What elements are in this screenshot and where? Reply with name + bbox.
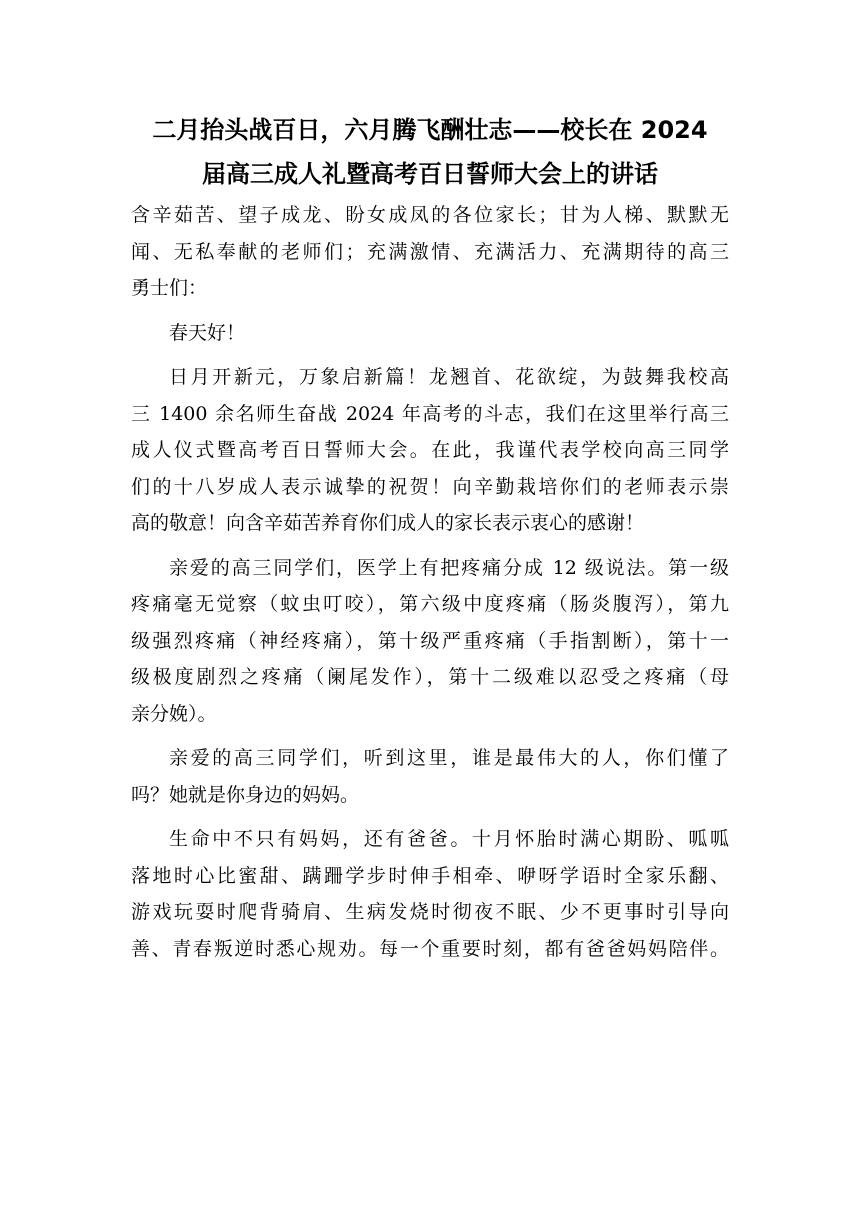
salutation-paragraph [131, 197, 729, 307]
text-line: 吗？她就是你身边的妈妈。 [131, 783, 360, 806]
text-line: 春天好！ [169, 321, 246, 344]
document-title-line-2: 届高三成人礼暨高考百日誓师大会上的讲话 [202, 160, 658, 188]
body-paragraph [131, 740, 729, 813]
text-line: 游戏玩耍时爬背骑肩、生病发烧时彻夜不眠、少不更事时引导向 [131, 901, 729, 923]
text-line: 级强烈疼痛（神经疼痛），第十级严重疼痛（手指割断），第十一 [131, 629, 729, 652]
body-paragraph [131, 821, 729, 967]
document-title-line-1: 二月抬头战百日，六月腾飞酬壮志——校长在 2024 [152, 116, 708, 144]
document-body [131, 197, 729, 975]
text-line: 生命中不只有妈妈，还有爸爸。十月怀胎时满心期盼、呱呱 [169, 828, 729, 850]
text-line: 高的敬意！向含辛茹苦养育你们成人的家长表示衷心的感谢！ [131, 512, 645, 534]
text-line: 落地时心比蜜甜、蹒跚学步时伸手相牵、咿呀学语时全家乐翻、 [131, 864, 729, 887]
text-line: 三 1400 余名师生奋战 2024 年高考的斗志，我们在这里举行高三 [131, 402, 729, 425]
text-line: 疼痛毫无觉察（蚊虫叮咬），第六级中度疼痛（肠炎腹泻），第九 [131, 593, 729, 615]
text-line: 们的十八岁成人表示诚挚的祝贺！向辛勤栽培你们的老师表示崇 [131, 475, 729, 498]
body-paragraph [131, 359, 729, 542]
text-line: 闻、无私奉献的老师们；充满激情、充满活力、充满期待的高三 [131, 240, 729, 263]
text-line: 级极度剧烈之疼痛（阑尾发作），第十二级难以忍受之疼痛（母 [131, 666, 729, 688]
greeting-paragraph [131, 315, 729, 352]
text-line: 亲爱的高三同学们，医学上有把疼痛分成 12 级说法。第一级 [169, 556, 729, 579]
text-line: 勇士们： [131, 277, 208, 299]
text-line: 亲分娩）。 [131, 702, 217, 725]
text-line: 成人仪式暨高考百日誓师大会。在此，我谨代表学校向高三同学 [131, 439, 729, 461]
text-line: 亲爱的高三同学们，听到这里，谁是最伟大的人，你们懂了 [169, 747, 729, 769]
body-paragraph [131, 550, 729, 733]
text-line: 善、青春叛逆时悉心规劝。每一个重要时刻，都有爸爸妈妈陪伴。 [131, 937, 729, 960]
text-line: 日月开新元，万象启新篇！龙翘首、花欲绽，为鼓舞我校高 [169, 366, 729, 388]
text-line: 含辛茹苦、望子成龙、盼女成凤的各位家长；甘为人梯、默默无 [131, 204, 729, 226]
